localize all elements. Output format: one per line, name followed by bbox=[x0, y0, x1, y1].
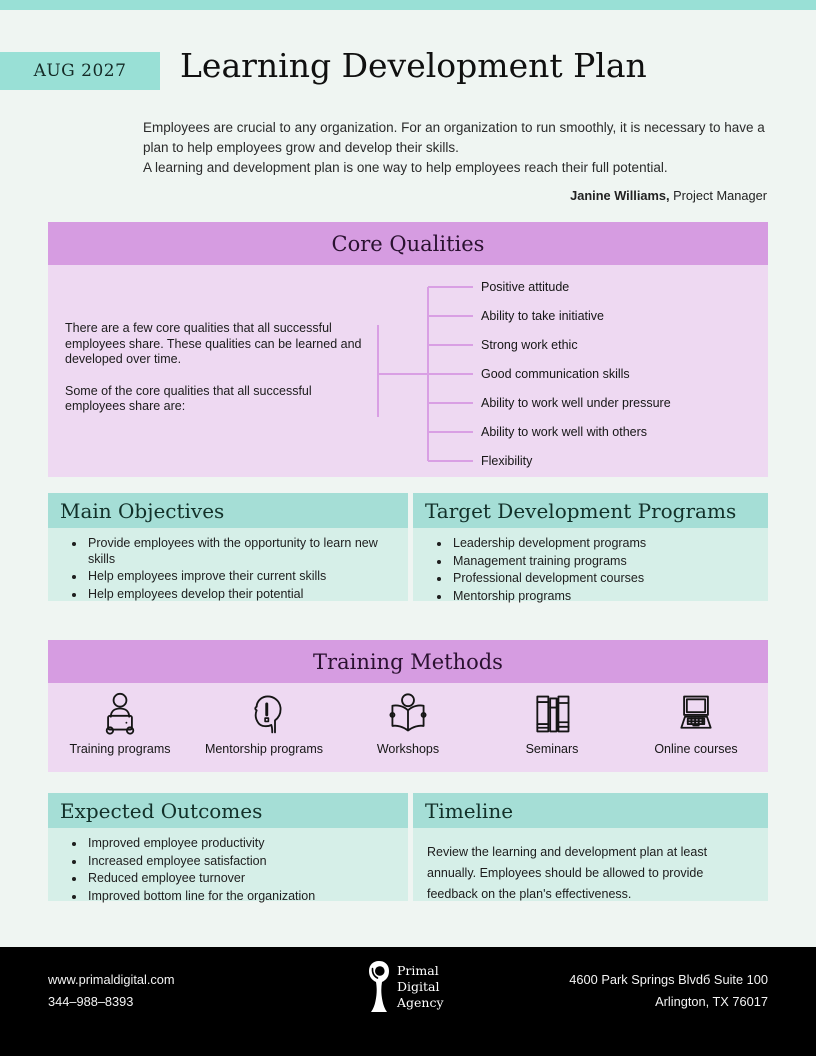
target-programs-list bbox=[421, 534, 760, 604]
expected-outcomes-section bbox=[48, 793, 408, 901]
core-qualities-body bbox=[48, 265, 768, 477]
quality-item: Ability to work well under pressure bbox=[481, 396, 671, 410]
expected-outcomes-header: Expected Outcomes bbox=[48, 793, 408, 828]
author-line bbox=[143, 188, 767, 203]
core-qualities-section bbox=[48, 222, 768, 477]
expected-outcomes-body bbox=[48, 828, 408, 901]
date-badge: AUG 2027 bbox=[0, 52, 160, 90]
expected-outcomes-list bbox=[56, 834, 400, 904]
page-title: Learning Development Plan bbox=[180, 46, 647, 85]
intro-paragraph bbox=[143, 118, 771, 178]
timeline-text: Review the learning and development plan at least annually. Employees should be allowed to provide feedback on the plan's effectiveness. bbox=[427, 845, 708, 901]
footer-logo bbox=[368, 961, 444, 1013]
training-method-label: Training programs bbox=[69, 742, 171, 756]
books-icon bbox=[530, 690, 574, 738]
quality-item: Flexibility bbox=[481, 454, 533, 468]
training-methods-body bbox=[48, 683, 768, 772]
core-qualities-header: Core Qualities bbox=[48, 222, 768, 265]
training-method-item bbox=[48, 683, 192, 772]
footer-address-block bbox=[569, 969, 768, 1013]
logo-line: Agency bbox=[397, 995, 444, 1010]
main-objectives-body bbox=[48, 528, 408, 601]
training-method-item bbox=[336, 683, 480, 772]
timeline-body bbox=[413, 828, 768, 901]
qualities-tree-lines bbox=[48, 265, 768, 477]
training-method-item bbox=[480, 683, 624, 772]
training-method-label: Seminars bbox=[525, 742, 579, 756]
author-name: Janine Williams, bbox=[570, 188, 670, 203]
top-accent-bar bbox=[0, 0, 816, 10]
target-programs-section bbox=[413, 493, 768, 601]
author-role: Project Manager bbox=[669, 188, 767, 203]
quality-item: Ability to take initiative bbox=[481, 309, 604, 323]
objectives-programs-row bbox=[48, 493, 768, 601]
list-item: • Improved employee productivity bbox=[86, 836, 400, 852]
training-methods-header: Training Methods bbox=[48, 640, 768, 683]
outcomes-timeline-row bbox=[48, 793, 768, 901]
training-method-label: Online courses bbox=[654, 742, 738, 756]
footer-website[interactable]: www.primaldigital.com bbox=[48, 972, 175, 987]
person-reading-book-icon bbox=[386, 690, 430, 738]
person-with-laptop-icon bbox=[98, 690, 142, 738]
timeline-header: Timeline bbox=[413, 793, 768, 828]
timeline-section bbox=[413, 793, 768, 901]
list-item: • Management training programs bbox=[451, 554, 760, 570]
footer bbox=[0, 947, 816, 1056]
training-method-label: Mentorship programs bbox=[204, 742, 324, 756]
main-objectives-header: Main Objectives bbox=[48, 493, 408, 528]
target-programs-header: Target Development Programs bbox=[413, 493, 768, 528]
core-qualities-paragraph-2: Some of the core qualities that all successful employees share are: bbox=[65, 383, 312, 413]
list-item: • Increased employee satisfaction bbox=[86, 854, 400, 870]
main-objectives-section bbox=[48, 493, 408, 601]
training-methods-section bbox=[48, 640, 768, 772]
list-item: • Help employees develop their potential bbox=[86, 587, 400, 603]
intro-line-1: Employees are crucial to any organization. For an organization to run smoothly, it is necessary to have a plan to help employees grow and develop their skills. bbox=[143, 120, 765, 155]
list-item: • Help employees improve their current skills bbox=[86, 569, 400, 585]
head-exclamation-icon bbox=[242, 690, 286, 738]
list-item: • Professional development courses bbox=[451, 571, 760, 587]
footer-address-line-2: Arlington, TX 76017 bbox=[655, 994, 768, 1009]
list-item: • Provide employees with the opportunity to learn new skills bbox=[86, 536, 400, 567]
footer-contact-block bbox=[48, 969, 175, 1013]
target-programs-body bbox=[413, 528, 768, 601]
quality-item: Positive attitude bbox=[481, 280, 570, 294]
list-item: • Leadership development programs bbox=[451, 536, 760, 552]
list-item: • Reduced employee turnover bbox=[86, 871, 400, 887]
quality-item: Strong work ethic bbox=[481, 338, 578, 352]
footer-address-line-1: 4600 Park Springs Blvdб Suite 100 bbox=[569, 972, 768, 987]
training-method-label: Workshops bbox=[376, 742, 440, 756]
laptop-icon bbox=[674, 690, 718, 738]
list-item: • Improved bottom line for the organization bbox=[86, 889, 400, 905]
intro-line-2: A learning and development plan is one way to help employees reach their full potential. bbox=[143, 160, 668, 175]
quality-item: Ability to work well with others bbox=[481, 425, 648, 439]
list-item: • Mentorship programs bbox=[451, 589, 760, 605]
primal-digital-agency-logo-icon bbox=[368, 961, 390, 1013]
footer-phone: 344–988–8393 bbox=[48, 994, 134, 1009]
main-objectives-list bbox=[56, 534, 400, 602]
logo-line: Primal bbox=[397, 963, 439, 978]
training-method-item bbox=[192, 683, 336, 772]
logo-line: Digital bbox=[397, 979, 440, 994]
training-method-item bbox=[624, 683, 768, 772]
core-qualities-paragraph-1: There are a few core qualities that all successful employees share. These qualities can be learned and developed over time. bbox=[65, 321, 362, 366]
footer-logo-text bbox=[397, 963, 444, 1011]
quality-item: Good communication skills bbox=[481, 367, 630, 381]
